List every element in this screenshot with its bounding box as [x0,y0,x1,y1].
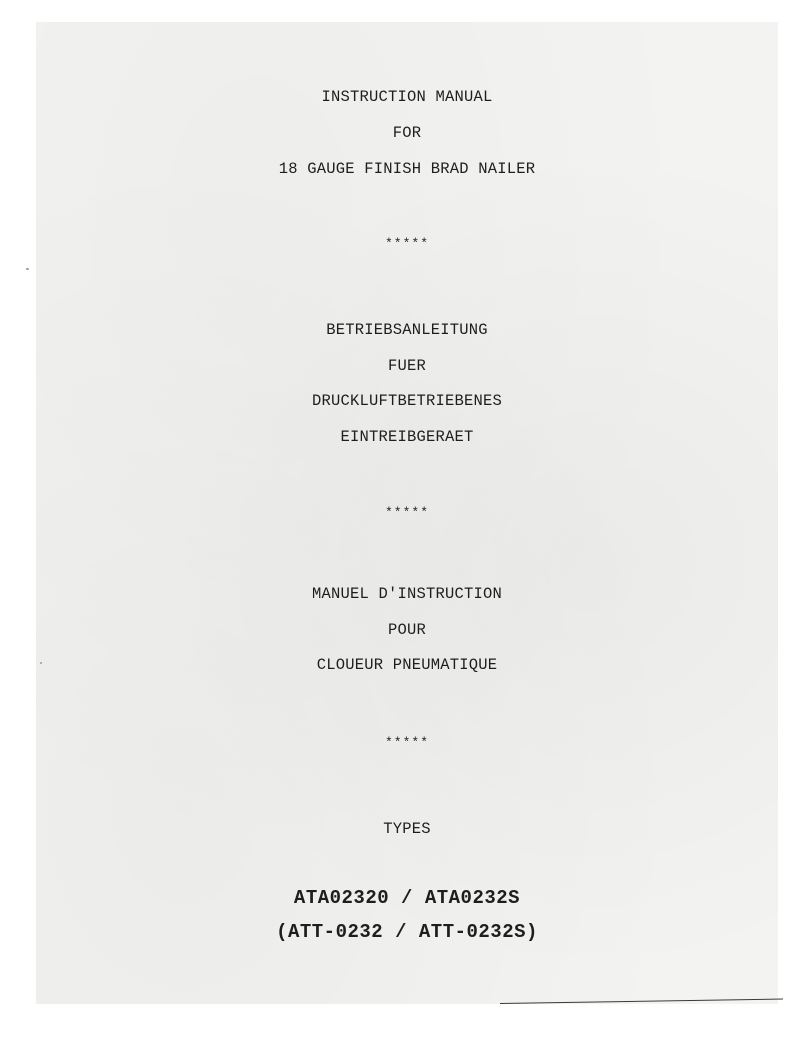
title-english-line2: FOR [392,124,422,142]
title-english-line3: 18 GAUGE FINISH BRAD NAILER [278,160,536,178]
title-french-line3: CLOUEUR PNEUMATIQUE [316,656,498,674]
separator-stars-3: ***** [384,735,429,750]
title-french-line1: MANUEL D'INSTRUCTION [311,585,503,603]
title-german-line1: BETRIEBSANLEITUNG [326,321,488,339]
title-french-line2: POUR [387,621,426,639]
title-english-line1: INSTRUCTION MANUAL [321,88,493,106]
title-german-line3: DRUCKLUFTBETRIEBENES [311,392,503,410]
title-german-line2: FUER [387,357,426,375]
title-german-line4: EINTREIBGERAET [340,428,474,446]
types-heading: TYPES [383,820,431,838]
separator-stars-1: ***** [384,236,429,251]
model-numbers-line2: (ATT-0232 / ATT-0232S) [276,921,538,943]
scan-speck [26,268,29,270]
model-numbers-line1: ATA02320 / ATA0232S [293,887,521,909]
separator-stars-2: ***** [384,505,429,520]
